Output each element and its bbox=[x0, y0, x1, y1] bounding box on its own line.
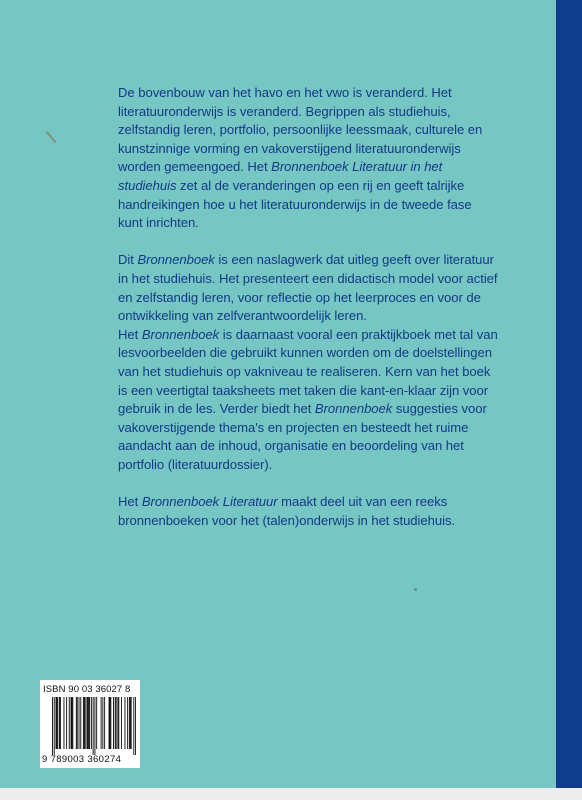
book-title-italic: Bronnenboek bbox=[141, 326, 220, 342]
barcode-bar bbox=[60, 697, 61, 749]
barcode-bar bbox=[113, 697, 114, 749]
barcode-bar bbox=[102, 697, 103, 749]
blurb-text-run: Het bbox=[118, 494, 142, 510]
blurb-text-run: De bovenbouw van het havo en het vwo is veranderd. Het literatuuronderwijs is veranderd. Begrippen als studiehuis, zelfstandig leren, portfolio, persoonlijke leessmaak, culturele en kunstzinnige vorming en vakoverstijgend literatuuronderwijs worden gemeengoed. Het bbox=[118, 85, 483, 175]
barcode-bar bbox=[135, 697, 136, 755]
barcode-bar bbox=[125, 697, 126, 749]
barcode-bar bbox=[127, 697, 128, 749]
barcode-bar bbox=[79, 697, 80, 749]
barcode-bar bbox=[76, 697, 77, 749]
book-title-italic: Bronnenboek bbox=[137, 252, 215, 268]
barcode-bar bbox=[59, 697, 60, 749]
barcode-bar bbox=[56, 697, 57, 749]
barcode-bar bbox=[89, 697, 90, 749]
book-title-italic: Bronnenboek bbox=[314, 401, 393, 417]
book-title-italic: Bronnenboek Literatuur in het studiehuis bbox=[118, 159, 443, 193]
blurb-paragraph-3 bbox=[118, 493, 498, 530]
book-title-italic: Bronnenboek Literatuur bbox=[141, 494, 278, 510]
barcode-bar bbox=[85, 697, 86, 749]
barcode-bar bbox=[116, 697, 117, 749]
blurb-text-run: is een naslagwerk dat uitleg geeft over literatuur in het studiehuis. Het presenteert een didactisch model voor actief en zelfstandig leren, voor reflectie op het leerproces en voor de ontwikkeling van zelfverantwoordelijk leren. bbox=[118, 252, 498, 324]
barcode-bar bbox=[91, 697, 92, 749]
barcode-bar bbox=[56, 697, 57, 749]
barcode-bar bbox=[87, 697, 88, 749]
blurb-text-run: maakt deel uit van een reeks bronnenboeken voor het (talen)onderwijs in het studiehuis. bbox=[118, 494, 456, 528]
blurb-text-run: zet al de veranderingen op een rij en geeft talrijke handreikingen hoe u het literatuuronderwijs in de tweede fase kunt inrichten. bbox=[118, 177, 472, 231]
ean-digits: 9 789003 360274 bbox=[42, 754, 122, 765]
barcode-bar bbox=[109, 697, 110, 749]
barcode-bar bbox=[93, 697, 94, 755]
barcode-bar bbox=[83, 697, 84, 749]
barcode-bar bbox=[129, 697, 130, 749]
barcode-bar bbox=[84, 697, 85, 749]
barcode-bar bbox=[88, 697, 89, 749]
barcode-bar bbox=[94, 697, 95, 755]
barcode-bar bbox=[118, 697, 119, 749]
barcode-bar bbox=[96, 697, 97, 749]
barcode-bar bbox=[133, 697, 134, 755]
barcode-bar bbox=[117, 697, 118, 749]
barcode-bar bbox=[72, 697, 73, 749]
barcode-bar bbox=[57, 697, 58, 749]
spine-strip bbox=[556, 0, 582, 788]
barcode-bar bbox=[54, 697, 55, 755]
blurb-text bbox=[118, 84, 498, 530]
barcode-bar bbox=[66, 697, 67, 749]
barcode-bar bbox=[110, 697, 111, 749]
barcode-bar bbox=[109, 697, 110, 749]
barcode-bar bbox=[121, 697, 122, 749]
blurb-text-run: Het bbox=[118, 326, 142, 342]
barcode-bar bbox=[131, 697, 132, 749]
blurb-paragraph-1 bbox=[118, 84, 498, 233]
blurb-text-run: Dit bbox=[118, 252, 138, 268]
page-edge bbox=[0, 788, 582, 800]
blurb-text-run: is daarnaast vooral een praktijkboek met tal van lesvoorbeelden die gebruikt kunnen worden om de doelstellingen van het studiehuis op vakniveau te realiseren. Kern van het boek is een veertigtal taaksheets met taken die kant-en-klaar zijn voor gebruik in de les. Verder biedt het bbox=[118, 326, 498, 417]
blurb-text-run: suggesties voor vakoverstijgende thema's en projecten en besteedt het ruime aandacht aan de inhoud, organisatie en beoordeling van het portfolio (literatuurdossier). bbox=[118, 401, 487, 472]
barcode-bar bbox=[86, 697, 87, 749]
barcode-bar bbox=[101, 697, 102, 749]
barcode-bars bbox=[52, 697, 136, 755]
barcode-bar bbox=[69, 697, 70, 749]
barcode-bar bbox=[80, 697, 81, 749]
speck-mark bbox=[414, 588, 417, 591]
barcode-bar bbox=[71, 697, 72, 749]
isbn-number: ISBN 90 03 36027 8 bbox=[43, 684, 131, 695]
barcode-bar bbox=[115, 697, 116, 749]
barcode-bar bbox=[104, 697, 105, 749]
barcode-label bbox=[40, 680, 140, 768]
barcode-bar bbox=[52, 697, 53, 755]
barcode-bar bbox=[63, 697, 64, 749]
barcode-bar bbox=[130, 697, 131, 749]
scratch-mark bbox=[46, 131, 57, 143]
barcode-bar bbox=[71, 697, 72, 749]
barcode-bar bbox=[77, 697, 78, 749]
blurb-paragraph-2 bbox=[118, 251, 498, 474]
